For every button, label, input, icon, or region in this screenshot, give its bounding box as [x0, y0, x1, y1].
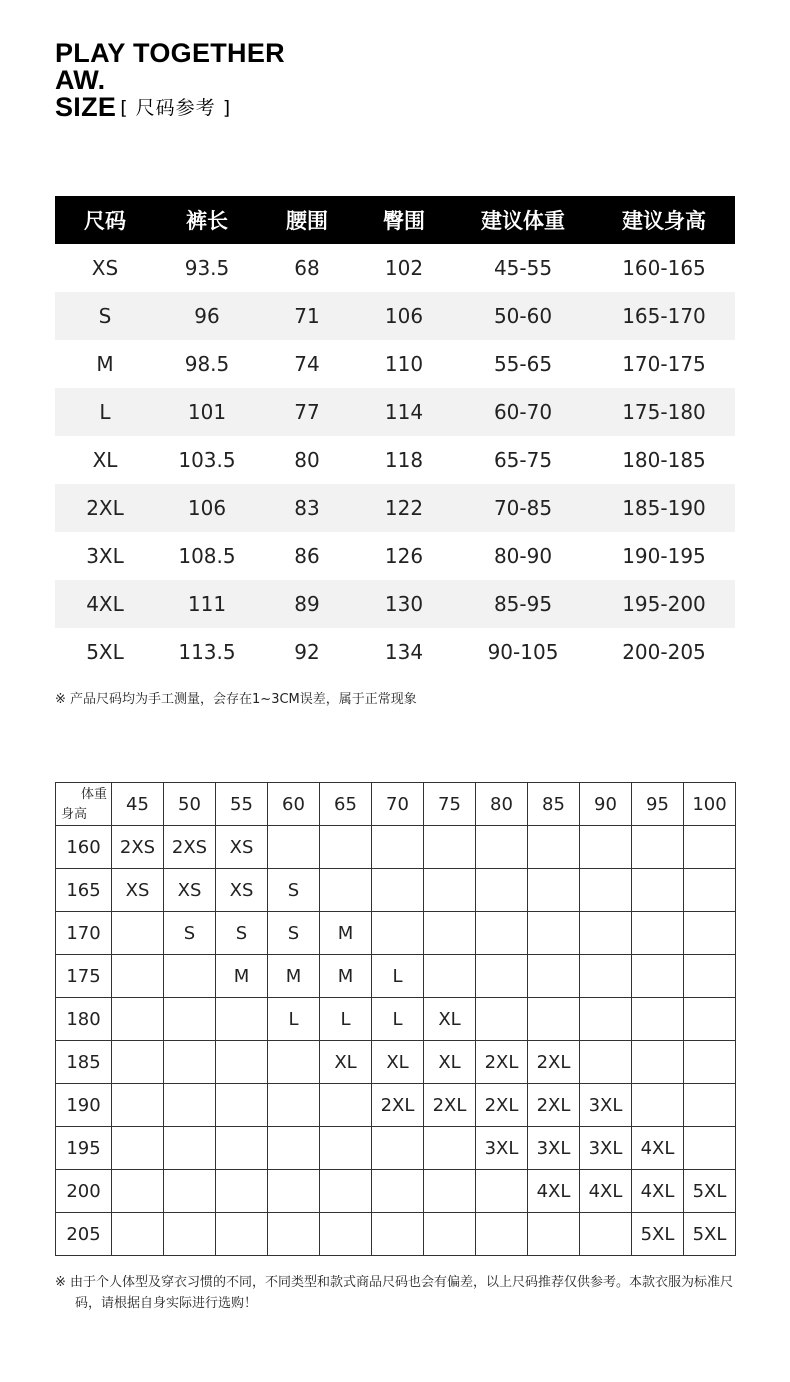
grid-size-cell	[216, 1127, 268, 1170]
grid-weight-header: 70	[372, 783, 424, 826]
grid-size-cell	[372, 1170, 424, 1213]
grid-size-cell	[268, 1213, 320, 1256]
grid-size-cell	[528, 826, 580, 869]
grid-size-cell	[476, 826, 528, 869]
grid-size-cell: S	[216, 912, 268, 955]
grid-size-cell: 3XL	[580, 1084, 632, 1127]
size-table-cell: 175-180	[593, 388, 735, 436]
grid-weight-header: 100	[684, 783, 736, 826]
size-table-cell: 89	[259, 580, 355, 628]
grid-size-cell	[320, 1127, 372, 1170]
grid-size-cell	[528, 998, 580, 1041]
grid-size-cell: 5XL	[632, 1213, 684, 1256]
size-title-main: SIZE	[55, 92, 117, 122]
grid-size-cell: 2XL	[372, 1084, 424, 1127]
grid-size-cell	[424, 912, 476, 955]
size-table-cell: 85-95	[453, 580, 593, 628]
size-table-column-header: 尺码	[55, 196, 155, 244]
grid-size-cell	[112, 1041, 164, 1084]
size-table-row	[55, 484, 735, 532]
grid-row	[56, 826, 736, 869]
size-table-column-header: 腰围	[259, 196, 355, 244]
size-table-cell: 103.5	[178, 448, 236, 472]
grid-size-cell	[372, 826, 424, 869]
grid-size-cell	[632, 1084, 684, 1127]
grid-size-cell	[112, 998, 164, 1041]
grid-size-cell: M	[268, 955, 320, 998]
grid-size-cell: 4XL	[580, 1170, 632, 1213]
grid-size-cell: 2XL	[528, 1084, 580, 1127]
grid-size-cell	[112, 1127, 164, 1170]
grid-size-cell: 2XS	[164, 826, 216, 869]
grid-size-cell: 2XL	[424, 1084, 476, 1127]
grid-corner-height-label: 身高	[61, 807, 88, 822]
grid-size-cell	[684, 912, 736, 955]
grid-size-cell	[632, 869, 684, 912]
grid-size-cell: M	[320, 912, 372, 955]
grid-size-cell	[424, 1127, 476, 1170]
grid-size-cell: M	[320, 955, 372, 998]
size-table-cell: M	[96, 352, 114, 376]
grid-size-cell	[424, 1170, 476, 1213]
grid-size-cell	[164, 998, 216, 1041]
size-table-cell: 71	[259, 292, 355, 340]
grid-height-label: 205	[56, 1213, 112, 1256]
size-table-cell: 111	[155, 580, 259, 628]
size-table-column-header: 臀围	[355, 196, 453, 244]
grid-row	[56, 998, 736, 1041]
grid-size-cell: 4XL	[528, 1170, 580, 1213]
grid-row	[56, 1127, 736, 1170]
grid-weight-header: 65	[320, 783, 372, 826]
grid-size-cell	[112, 1213, 164, 1256]
size-table-cell: 55-65	[493, 352, 553, 376]
size-table-body	[55, 244, 735, 676]
grid-size-cell	[476, 1170, 528, 1213]
grid-size-cell	[684, 1084, 736, 1127]
size-table-cell: 122	[355, 484, 453, 532]
grid-size-cell	[684, 1127, 736, 1170]
size-table-cell: L	[55, 388, 155, 436]
size-table-cell: 65-75	[493, 448, 553, 472]
grid-size-cell	[164, 1170, 216, 1213]
grid-size-cell	[112, 955, 164, 998]
size-table-cell: 74	[294, 352, 320, 376]
grid-weight-header: 45	[112, 783, 164, 826]
size-table-cell: 93.5	[184, 256, 230, 280]
size-table-cell: S	[55, 292, 155, 340]
brand-title-line2: AW.	[55, 65, 106, 95]
grid-size-cell	[164, 1127, 216, 1170]
size-table-column-header: 裤长	[155, 196, 259, 244]
grid-size-cell	[424, 1213, 476, 1256]
grid-size-cell: XL	[424, 998, 476, 1041]
size-table-cell: 165-170	[593, 292, 735, 340]
size-table-cell: 114	[355, 388, 453, 436]
grid-size-cell	[684, 869, 736, 912]
size-table-cell: 160-165	[622, 256, 706, 280]
grid-header-row	[56, 783, 736, 826]
grid-size-cell	[580, 1041, 632, 1084]
grid-size-cell: XL	[320, 1041, 372, 1084]
size-chart-table	[55, 196, 735, 676]
grid-size-cell: L	[372, 955, 424, 998]
size-table-cell: 180-185	[622, 448, 706, 472]
grid-size-cell	[268, 1127, 320, 1170]
grid-size-cell	[372, 1213, 424, 1256]
grid-size-cell	[632, 1041, 684, 1084]
grid-size-cell	[632, 826, 684, 869]
size-table-cell: 80-90	[493, 544, 553, 568]
grid-size-cell: 3XL	[476, 1127, 528, 1170]
grid-row	[56, 1213, 736, 1256]
grid-size-cell: 4XL	[632, 1170, 684, 1213]
grid-height-label: 180	[56, 998, 112, 1041]
size-table-cell: 106	[155, 484, 259, 532]
grid-size-cell: 2XS	[112, 826, 164, 869]
grid-size-cell: XS	[164, 869, 216, 912]
grid-corner-cell	[56, 783, 112, 826]
grid-size-cell: XS	[216, 869, 268, 912]
grid-size-cell: XS	[216, 826, 268, 869]
grid-size-cell	[528, 869, 580, 912]
grid-size-cell	[424, 955, 476, 998]
grid-size-cell	[632, 912, 684, 955]
grid-size-cell	[580, 912, 632, 955]
grid-size-cell: 5XL	[684, 1170, 736, 1213]
grid-size-cell	[268, 1084, 320, 1127]
grid-size-cell: 3XL	[580, 1127, 632, 1170]
grid-row	[56, 912, 736, 955]
size-table-row	[55, 388, 735, 436]
size-table-cell: XL	[92, 448, 118, 472]
size-table-row	[55, 340, 735, 388]
grid-size-cell	[424, 826, 476, 869]
grid-size-cell	[580, 998, 632, 1041]
grid-row	[56, 1170, 736, 1213]
grid-size-cell: XL	[424, 1041, 476, 1084]
size-table-cell: 60-70	[453, 388, 593, 436]
size-table-cell: 86	[294, 544, 320, 568]
grid-size-cell	[268, 1041, 320, 1084]
size-table-cell: 106	[355, 292, 453, 340]
grid-size-cell	[684, 998, 736, 1041]
grid-height-label: 185	[56, 1041, 112, 1084]
size-table-cell: 4XL	[55, 580, 155, 628]
size-table-row	[55, 244, 735, 292]
grid-size-cell	[112, 1084, 164, 1127]
grid-row	[56, 1084, 736, 1127]
size-table-cell: 68	[294, 256, 320, 280]
size-table-cell: 200-205	[622, 640, 706, 664]
grid-size-cell	[684, 1041, 736, 1084]
grid-height-label: 170	[56, 912, 112, 955]
grid-size-cell	[476, 1213, 528, 1256]
size-title	[55, 94, 285, 122]
grid-size-cell: M	[216, 955, 268, 998]
grid-size-cell	[476, 869, 528, 912]
size-table-cell: 80	[294, 448, 320, 472]
size-table-row	[55, 436, 735, 484]
size-table-cell: 2XL	[55, 484, 155, 532]
size-table-row	[55, 532, 735, 580]
grid-size-cell	[112, 1170, 164, 1213]
size-table-cell: 5XL	[86, 640, 124, 664]
grid-size-cell: 4XL	[632, 1127, 684, 1170]
grid-size-cell	[268, 1170, 320, 1213]
grid-row	[56, 955, 736, 998]
grid-size-cell: 5XL	[684, 1213, 736, 1256]
grid-size-cell	[216, 1213, 268, 1256]
grid-size-cell	[164, 1084, 216, 1127]
fit-disclaimer-note: ※ 由于个人体型及穿衣习惯的不同，不同类型和款式商品尺码也会有偏差，以上尺码推荐仅供参考。本款衣服为标准尺码，请根据自身实际进行选购！	[55, 1275, 734, 1311]
grid-weight-header: 85	[528, 783, 580, 826]
grid-size-cell	[320, 1084, 372, 1127]
grid-size-cell	[216, 1041, 268, 1084]
grid-height-label: 200	[56, 1170, 112, 1213]
size-table-header-row	[55, 196, 735, 244]
grid-height-label: 165	[56, 869, 112, 912]
grid-size-cell	[684, 955, 736, 998]
grid-size-cell	[632, 955, 684, 998]
page-header	[55, 40, 285, 122]
grid-weight-header: 90	[580, 783, 632, 826]
size-table-cell: 98.5	[184, 352, 230, 376]
grid-size-cell: 2XL	[528, 1041, 580, 1084]
grid-size-cell: L	[268, 998, 320, 1041]
size-table-cell: 170-175	[622, 352, 706, 376]
size-table-cell: 130	[355, 580, 453, 628]
grid-size-cell	[372, 869, 424, 912]
size-table-cell: 102	[384, 256, 424, 280]
grid-size-cell	[580, 869, 632, 912]
grid-size-cell	[268, 826, 320, 869]
grid-size-cell: 2XL	[476, 1084, 528, 1127]
grid-size-cell	[372, 912, 424, 955]
grid-size-cell	[164, 1041, 216, 1084]
grid-size-cell: S	[268, 912, 320, 955]
size-table-cell: 45-55	[493, 256, 553, 280]
grid-row	[56, 869, 736, 912]
grid-height-label: 195	[56, 1127, 112, 1170]
size-table-column-header: 建议体重	[453, 196, 593, 244]
grid-size-cell	[528, 955, 580, 998]
size-table-cell: 110	[384, 352, 424, 376]
size-table-cell: 113.5	[178, 640, 236, 664]
size-table-cell: 77	[259, 388, 355, 436]
grid-size-cell: 2XL	[476, 1041, 528, 1084]
size-table-cell: 101	[155, 388, 259, 436]
grid-size-cell	[580, 955, 632, 998]
brand-title-line1: PLAY TOGETHER	[55, 38, 285, 68]
grid-weight-header: 60	[268, 783, 320, 826]
size-table-cell: 92	[294, 640, 320, 664]
grid-size-cell	[112, 912, 164, 955]
grid-size-cell: XS	[112, 869, 164, 912]
size-table-cell: 126	[384, 544, 424, 568]
size-table-cell: 90-105	[487, 640, 559, 664]
grid-height-label: 175	[56, 955, 112, 998]
size-table-cell: 70-85	[453, 484, 593, 532]
size-table-cell: 190-195	[622, 544, 706, 568]
grid-weight-header: 55	[216, 783, 268, 826]
grid-size-cell	[476, 955, 528, 998]
size-table-cell: XS	[91, 256, 119, 280]
grid-size-cell: S	[268, 869, 320, 912]
size-table-cell: 96	[155, 292, 259, 340]
grid-size-cell: L	[320, 998, 372, 1041]
size-table-row	[55, 292, 735, 340]
size-table-row	[55, 628, 735, 676]
size-title-suffix: [ 尺码参考 ]	[120, 97, 232, 119]
grid-row	[56, 1041, 736, 1084]
grid-size-cell	[216, 1170, 268, 1213]
grid-corner-weight-label: 体重	[80, 787, 107, 802]
size-recommendation-grid	[55, 782, 736, 1256]
grid-size-cell	[632, 998, 684, 1041]
grid-size-cell	[580, 826, 632, 869]
grid-size-cell	[424, 869, 476, 912]
grid-weight-header: 95	[632, 783, 684, 826]
grid-size-cell	[684, 826, 736, 869]
grid-weight-header: 80	[476, 783, 528, 826]
grid-body	[56, 826, 736, 1256]
grid-size-cell	[372, 1127, 424, 1170]
grid-size-cell	[320, 1170, 372, 1213]
grid-size-cell: 3XL	[528, 1127, 580, 1170]
grid-size-cell: S	[164, 912, 216, 955]
grid-size-cell	[580, 1213, 632, 1256]
size-table-row	[55, 580, 735, 628]
grid-size-cell	[528, 912, 580, 955]
size-table-cell: 108.5	[178, 544, 236, 568]
size-table-cell: 50-60	[453, 292, 593, 340]
grid-size-cell	[476, 912, 528, 955]
grid-size-cell	[320, 869, 372, 912]
measurement-note: ※ 产品尺码均为手工测量，会存在1~3CM误差，属于正常现象	[55, 692, 417, 707]
size-table-cell: 185-190	[593, 484, 735, 532]
grid-size-cell	[528, 1213, 580, 1256]
size-table-cell: 195-200	[593, 580, 735, 628]
grid-size-cell	[216, 1084, 268, 1127]
size-table-cell: 3XL	[86, 544, 124, 568]
grid-size-cell	[476, 998, 528, 1041]
grid-size-cell	[164, 1213, 216, 1256]
grid-size-cell	[216, 998, 268, 1041]
size-table-cell: 83	[259, 484, 355, 532]
size-table-cell: 134	[384, 640, 424, 664]
grid-weight-header: 75	[424, 783, 476, 826]
grid-height-label: 160	[56, 826, 112, 869]
grid-size-cell: L	[372, 998, 424, 1041]
grid-height-label: 190	[56, 1084, 112, 1127]
grid-weight-header: 50	[164, 783, 216, 826]
grid-size-cell: XL	[372, 1041, 424, 1084]
grid-size-cell	[164, 955, 216, 998]
size-table-column-header: 建议身高	[593, 196, 735, 244]
grid-size-cell	[320, 1213, 372, 1256]
size-table-cell: 118	[384, 448, 424, 472]
grid-size-cell	[320, 826, 372, 869]
